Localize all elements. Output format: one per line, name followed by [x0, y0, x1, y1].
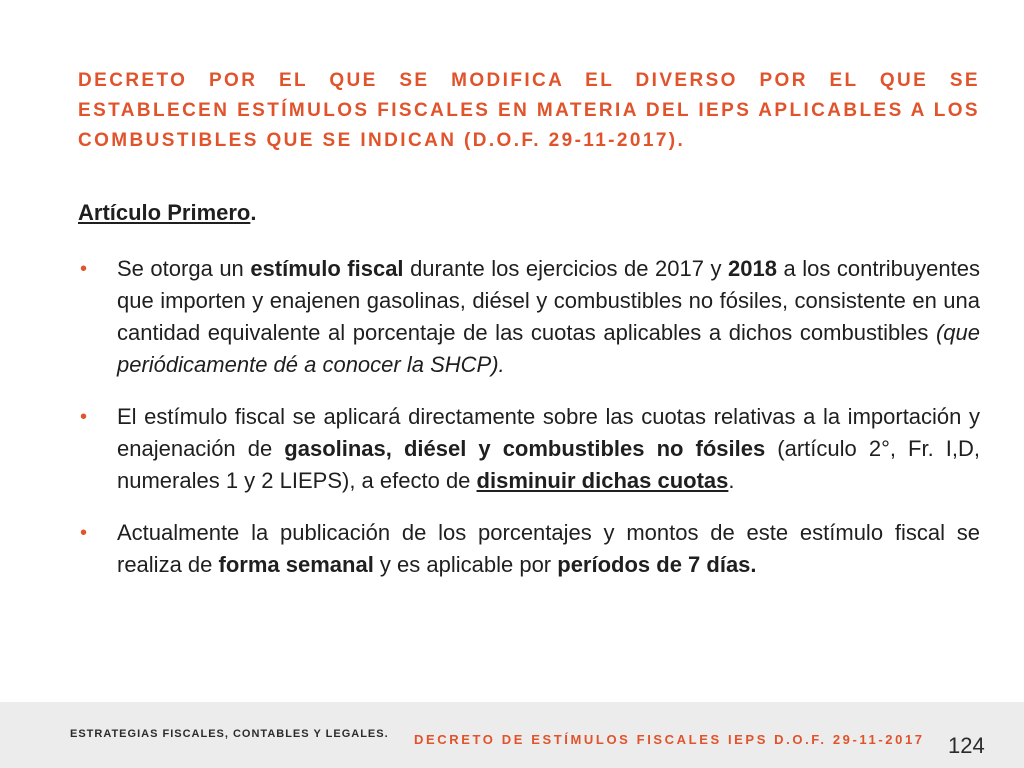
text-run: a los contribuyentes que importen y enajenen gasolinas, diésel y combustibles no fósiles, consistente en una cantidad equivalente al porcentaje de las cuotas aplicables a dichos combustibles — [117, 256, 980, 345]
text-run: durante los ejercicios de 2017 y — [403, 256, 729, 281]
text-run: (artículo 2°, Fr. I,D, numerales 1 y 2 LIEPS), a efecto de — [117, 436, 981, 493]
text-run: 2018 — [728, 256, 777, 281]
bullet-text — [117, 256, 980, 377]
article-heading-period: . — [250, 200, 257, 225]
text-run: gasolinas, diésel y combustibles no fósiles — [284, 436, 766, 461]
text-run: períodos de 7 días. — [557, 552, 757, 577]
text-run: disminuir dichas cuotas — [476, 468, 729, 493]
bullet-icon: • — [80, 522, 88, 544]
article-heading-label: Artículo Primero — [78, 200, 251, 225]
bullet-list — [78, 253, 980, 601]
text-run: y es aplicable por — [373, 552, 558, 577]
bullet-icon: • — [80, 406, 88, 428]
footer-bar — [0, 702, 1024, 768]
text-run: El estímulo fiscal se aplicará directamente sobre las cuotas relativas a la importación y enajenación de — [117, 404, 980, 461]
bullet-item — [78, 517, 980, 581]
bullet-item — [78, 401, 980, 497]
page-number: 124 — [948, 733, 985, 758]
text-run: estímulo fiscal — [250, 256, 404, 281]
text-run: Actualmente la publicación de los porcentajes y montos de este estímulo fiscal se realiza de — [117, 520, 980, 577]
text-run: forma semanal — [218, 552, 374, 577]
article-heading — [78, 196, 257, 230]
footer-company: ESTRATEGIAS FISCALES, CONTABLES Y LEGALES. — [70, 728, 389, 740]
text-run: (que periódicamente dé a conocer la SHCP). — [117, 320, 980, 377]
text-run: . — [728, 468, 735, 493]
footer-decree-title: DECRETO DE ESTÍMULOS FISCALES IEPS D.O.F. 29-11-2017 — [414, 732, 925, 747]
slide-title: DECRETO POR EL QUE SE MODIFICA EL DIVERSO POR EL QUE SE ESTABLECEN ESTÍMULOS FISCALES EN MATERIA DEL IEPS APLICABLES A LOS COMBUSTIBLES QUE SE INDICAN (D.O.F. 29-11-2017). — [78, 70, 980, 151]
bullet-text — [117, 520, 980, 577]
bullet-text — [117, 404, 980, 493]
text-run: Se otorga un — [117, 256, 251, 281]
bullet-icon: • — [80, 258, 88, 280]
bullet-item — [78, 253, 980, 381]
